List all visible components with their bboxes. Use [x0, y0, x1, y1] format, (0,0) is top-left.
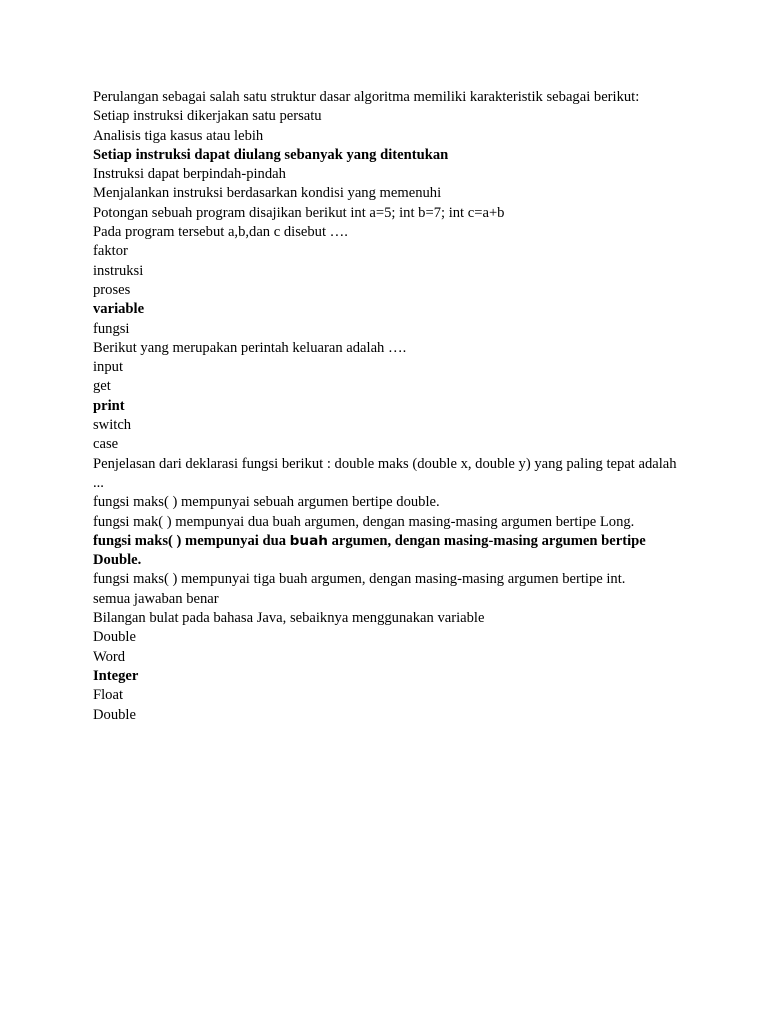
- document-line: Berikut yang merupakan perintah keluaran adalah ….: [93, 339, 407, 356]
- answer-part-2: buah: [289, 532, 328, 549]
- document-line: Penjelasan dari deklarasi fungsi berikut : double maks (double x, double y) yang paling tepat adalah ...: [93, 455, 677, 491]
- document-line: Double: [93, 706, 136, 723]
- document-line-answer: variable: [93, 301, 145, 318]
- document-line: fungsi mak( ) mempunyai dua buah argumen, dengan masing-masing argumen bertipe Long.: [93, 513, 635, 530]
- document-line: fungsi maks( ) mempunyai tiga buah argumen, dengan masing-masing argumen bertipe int.: [93, 571, 626, 588]
- document-lines: [93, 88, 683, 532]
- document-line: Double: [93, 629, 136, 646]
- document-line: fungsi: [93, 320, 130, 337]
- document-line: fungsi maks( ) mempunyai sebuah argumen bertipe double.: [93, 494, 440, 511]
- document-line-answer: print: [93, 397, 125, 414]
- document-line: Instruksi dapat berpindah-pindah: [93, 166, 286, 183]
- document-line: Menjalankan instruksi berdasarkan kondisi yang memenuhi: [93, 185, 442, 202]
- document-line: input: [93, 359, 123, 376]
- document-line: faktor: [93, 243, 128, 260]
- document-line: Potongan sebuah program disajikan berikut int a=5; int b=7; int c=a+b: [93, 204, 505, 221]
- document-line: case: [93, 436, 119, 453]
- document-line: Pada program tersebut a,b,dan c disebut ….: [93, 224, 348, 241]
- answer-part-1: fungsi maks( ) mempunyai dua: [93, 532, 290, 549]
- document-line: Perulangan sebagai salah satu struktur dasar algoritma memiliki karakteristik sebagai berikut:: [93, 89, 640, 105]
- document-line: Bilangan bulat pada bahasa Java, sebaiknya menggunakan variable: [93, 610, 485, 627]
- document-line: get: [93, 378, 111, 395]
- document-line-answer: Integer: [93, 667, 139, 684]
- document-line: proses: [93, 281, 131, 298]
- document-line: Analisis tiga kasus atau lebih: [93, 127, 264, 144]
- document-page: [93, 88, 683, 725]
- document-line: instruksi: [93, 262, 144, 279]
- document-line: Float: [93, 687, 123, 704]
- document-line: semua jawaban benar: [93, 590, 219, 607]
- document-line-answer: Setiap instruksi dapat diulang sebanyak yang ditentukan: [93, 146, 449, 163]
- document-line: Word: [93, 648, 126, 665]
- answer-part-3: argumen, dengan masing-masing argumen bertipe Double.: [93, 532, 646, 569]
- document-lines-after: [93, 570, 683, 724]
- document-line: switch: [93, 417, 132, 434]
- document-line-answer-bold: [93, 532, 683, 571]
- document-line: Setiap instruksi dikerjakan satu persatu: [93, 108, 322, 125]
